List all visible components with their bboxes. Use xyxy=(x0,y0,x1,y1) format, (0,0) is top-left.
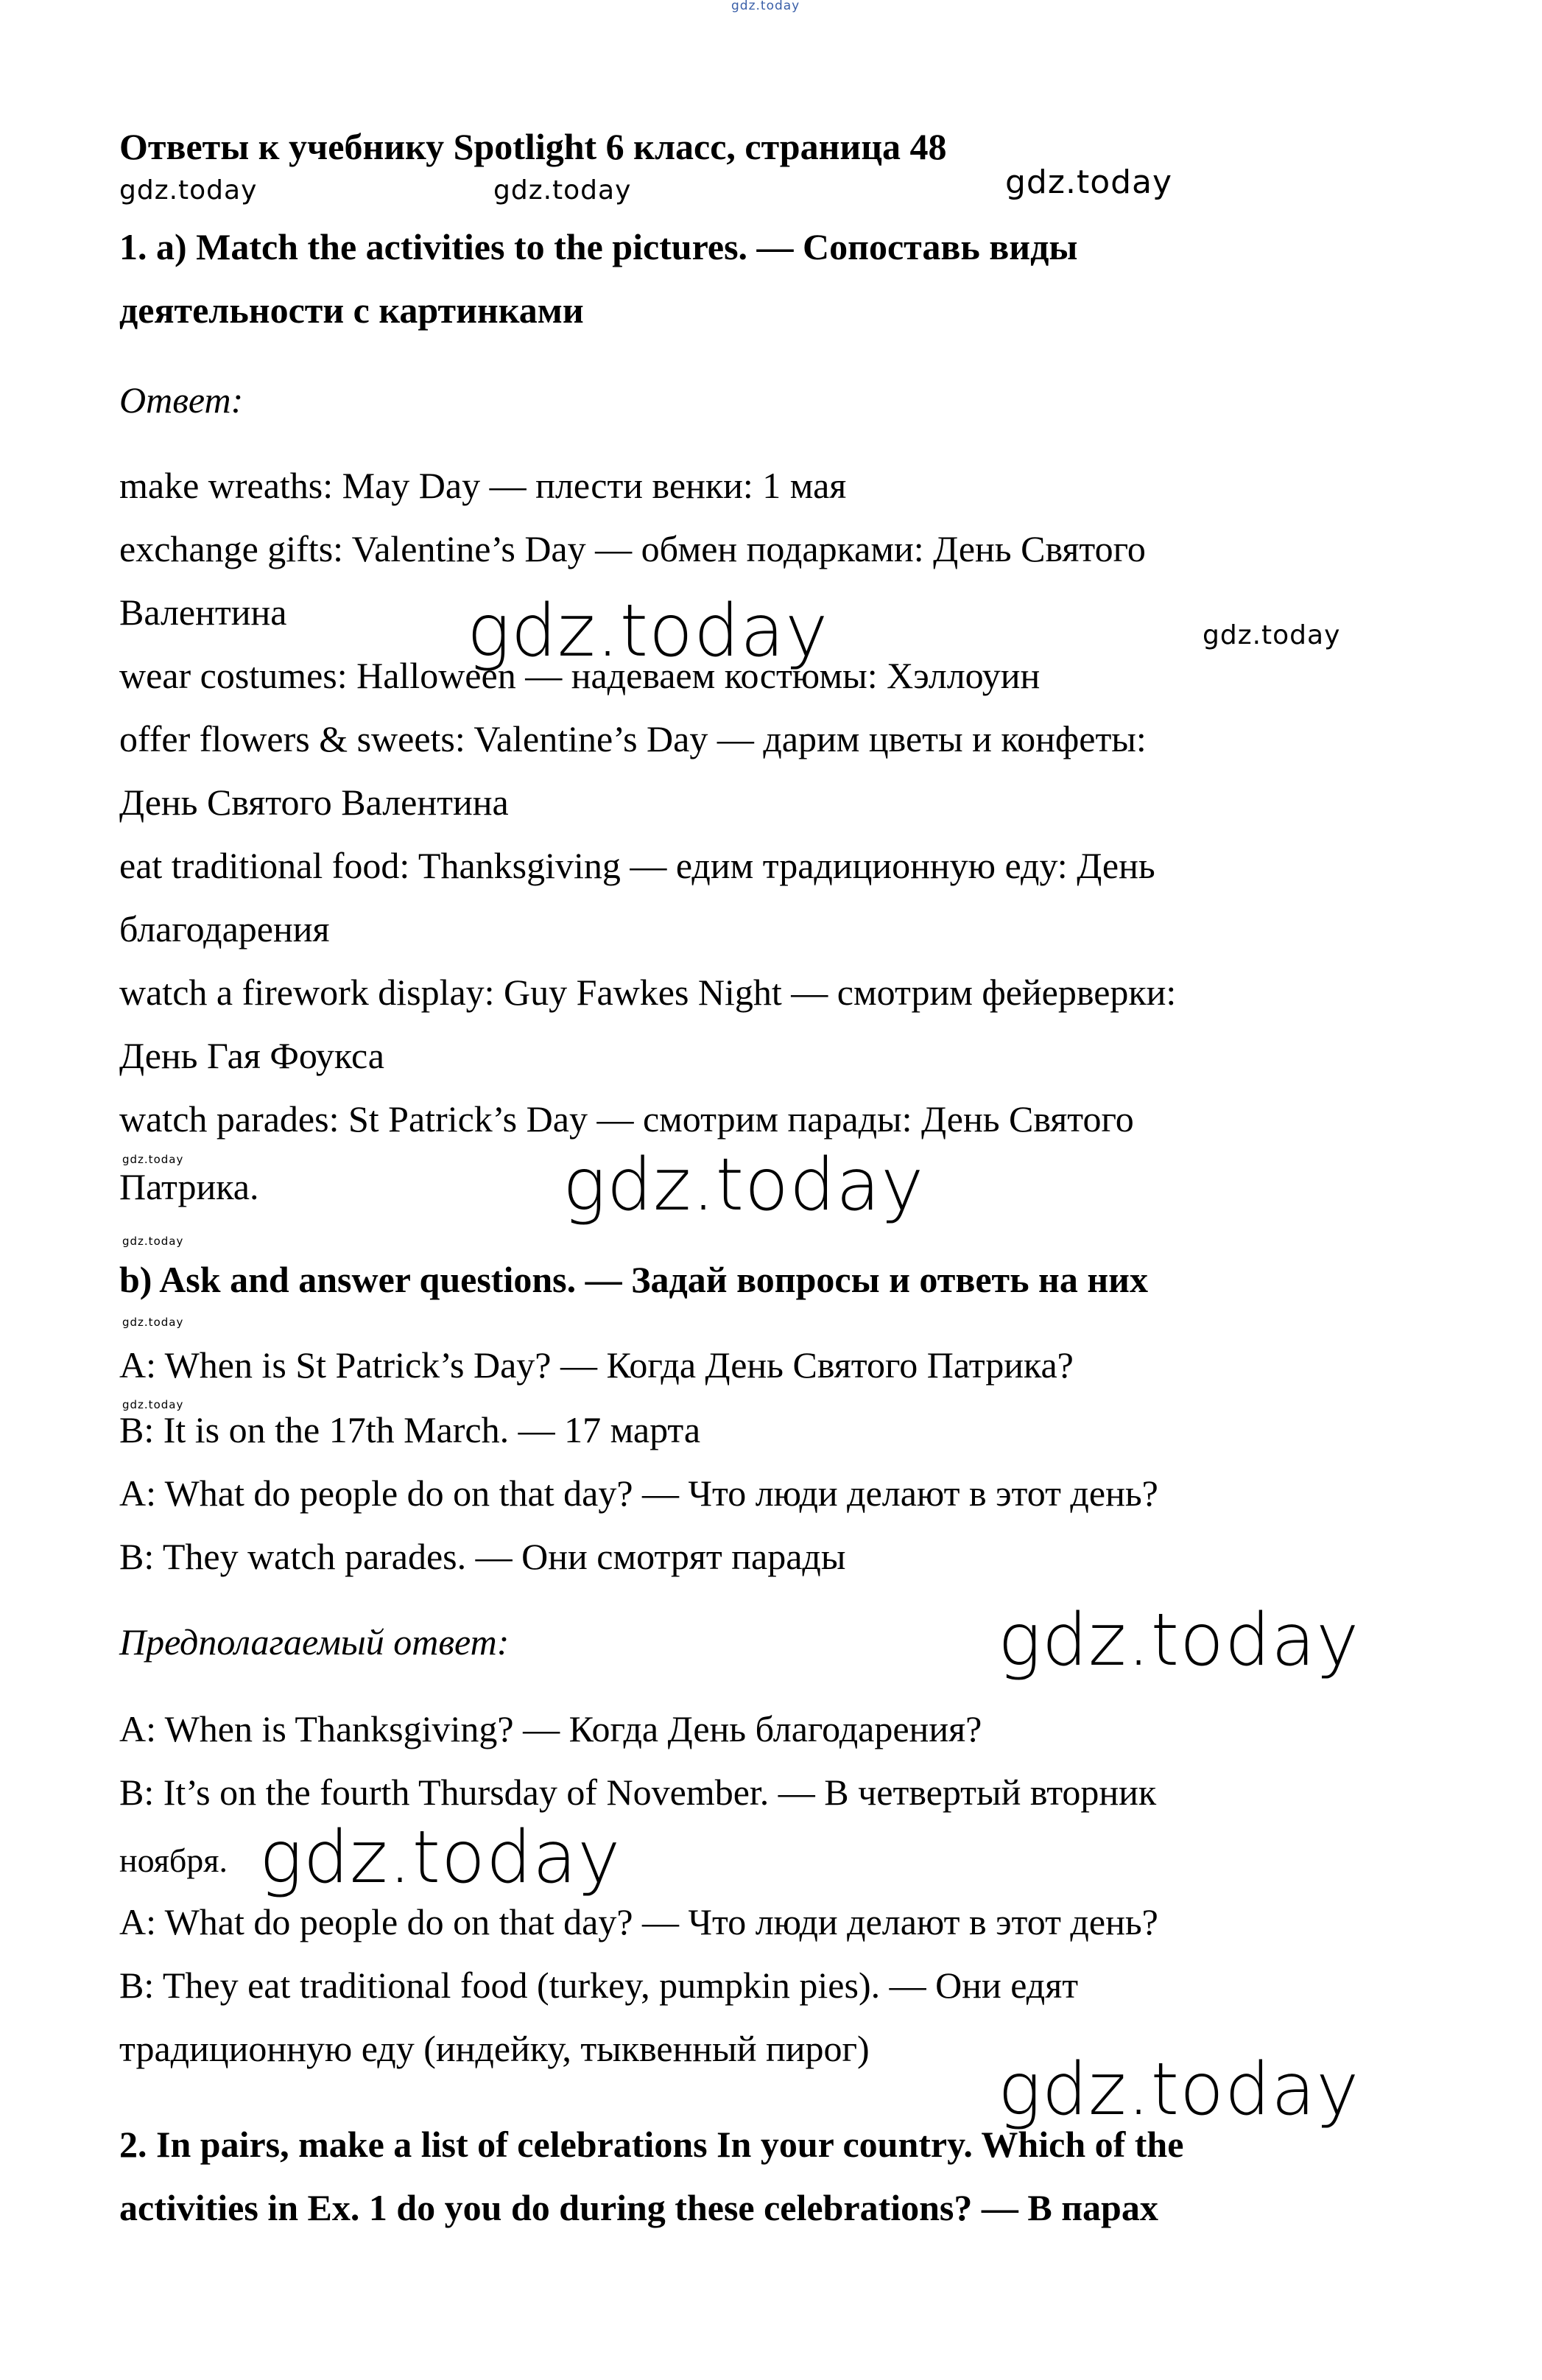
answer-line: День Гая Фоукса xyxy=(119,1035,384,1076)
watermark: gdz.today xyxy=(493,175,632,206)
page-title: Ответы к учебнику Spotlight 6 класс, страница 48 xyxy=(119,126,947,167)
watermark: gdz.today xyxy=(122,1235,184,1248)
exercise-heading: 2. In pairs, make a list of celebrations In your country. Which of the xyxy=(119,2124,1184,2165)
watermark-top: gdz.today xyxy=(731,0,800,13)
dialogue-line: B: They watch parades. — Они смотрят парады xyxy=(119,1536,846,1577)
watermark: gdz.today xyxy=(259,1816,622,1900)
suggested-answer-label: Предполагаемый ответ: xyxy=(119,1621,510,1663)
answer-line: eat traditional food: Thanksgiving — едим традиционную еду: День xyxy=(119,845,1155,886)
answer-line: exchange gifts: Valentine’s Day — обмен подарками: День Святого xyxy=(119,528,1146,569)
watermark: gdz.today xyxy=(122,1316,184,1329)
answer-line: make wreaths: May Day — плести венки: 1 мая xyxy=(119,465,847,506)
answer-label: Ответ: xyxy=(119,379,244,421)
exercise-heading: activities in Ex. 1 do you do during these celebrations? — В парах xyxy=(119,2187,1158,2228)
dialogue-line: A: What do people do on that day? — Что люди делают в этот день? xyxy=(119,1472,1158,1514)
dialogue-line: B: They eat traditional food (turkey, pumpkin pies). — Они едят xyxy=(119,1965,1079,2006)
answer-line: Валентина xyxy=(119,592,287,633)
watermark: gdz.today xyxy=(467,589,829,673)
dialogue-line: ноября. xyxy=(119,1842,228,1879)
exercise-heading: b) Ask and answer questions. — Задай вопросы и ответь на них xyxy=(119,1259,1148,1300)
dialogue-line: A: What do people do on that day? — Что люди делают в этот день? xyxy=(119,1901,1158,1942)
watermark: gdz.today xyxy=(998,1598,1360,1682)
answer-line: Патрика. xyxy=(119,1166,259,1207)
watermark: gdz.today xyxy=(563,1143,925,1227)
dialogue-line: B: It’s on the fourth Thursday of November. — В четвертый вторник xyxy=(119,1772,1157,1813)
exercise-heading: деятельности с картинками xyxy=(119,289,584,331)
exercise-heading: 1. a) Match the activities to the pictures. — Сопоставь виды xyxy=(119,226,1078,267)
answer-line: watch parades: St Patrick’s Day — смотрим парады: День Святого xyxy=(119,1098,1134,1140)
watermark: gdz.today xyxy=(122,1398,184,1411)
watermark: gdz.today xyxy=(119,175,258,206)
answer-line: wear costumes: Halloween — надеваем костюмы: Хэллоуин xyxy=(119,655,1041,696)
dialogue-line: A: When is St Patrick’s Day? — Когда День Святого Патрика? xyxy=(119,1344,1074,1386)
dialogue-line: традиционную еду (индейку, тыквенный пирог) xyxy=(119,2028,870,2069)
watermark: gdz.today xyxy=(998,2048,1360,2132)
answer-line: watch a firework display: Guy Fawkes Night — смотрим фейерверки: xyxy=(119,972,1177,1013)
answer-line: День Святого Валентина xyxy=(119,782,509,823)
dialogue-line: B: It is on the 17th March. — 17 марта xyxy=(119,1409,701,1450)
answer-line: offer flowers & sweets: Valentine’s Day — дарим цветы и конфеты: xyxy=(119,718,1147,759)
watermark: gdz.today xyxy=(1005,164,1173,201)
answer-line: благодарения xyxy=(119,908,330,949)
watermark: gdz.today xyxy=(1203,620,1341,650)
dialogue-line: A: When is Thanksgiving? — Когда День благодарения? xyxy=(119,1708,982,1749)
watermark: gdz.today xyxy=(122,1153,184,1166)
